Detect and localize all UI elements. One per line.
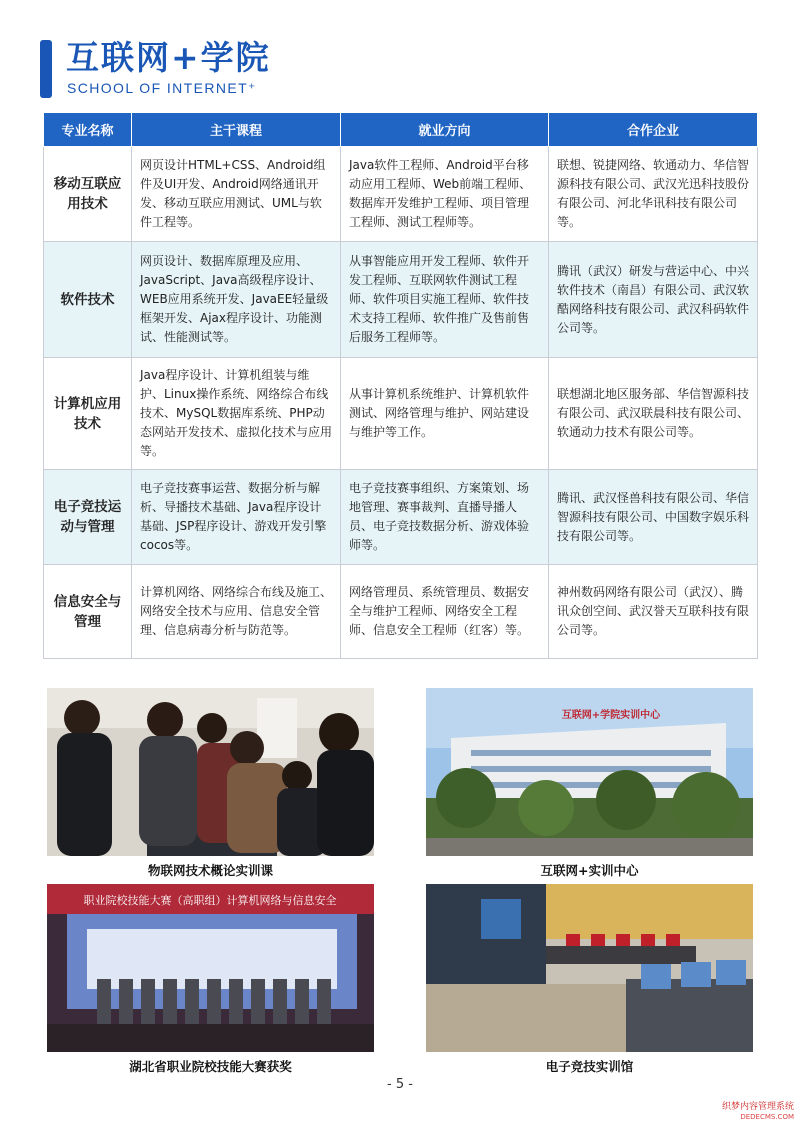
major-careers: 从事智能应用开发工程师、软件开发工程师、互联网软件测试工程师、软件项目实施工程师、软件技术支持工程师、软件推广及售前售后服务工程师等。 [341,242,549,358]
major-careers: 网络管理员、系统管理员、数据安全与维护工程师、网络安全工程师、信息安全工程师（红客）等。 [341,565,549,659]
major-careers: 电子竞技赛事组织、方案策划、场地管理、赛事裁判、直播导播人员、电子竞技数据分析、游戏体验师等。 [341,470,549,565]
header-partners: 合作企业 [549,113,758,147]
table-header-row [44,113,758,147]
major-name: 计算机应用技术 [44,358,132,470]
major-courses: 网页设计、数据库原理及应用、JavaScript、Java高级程序设计、WEB应用系统开发、JavaEE轻量级框架开发、Ajax程序设计、功能测试、性能测试等。 [132,242,341,358]
major-careers: 从事计算机系统维护、计算机软件测试、网络管理与维护、网站建设与维护等工作。 [341,358,549,470]
photo-skills-competition [47,884,374,1052]
photo-training-center [426,688,753,856]
table-row [44,565,758,659]
photo-caption: 湖北省职业院校技能大赛获奖 [129,1059,292,1074]
major-careers: Java软件工程师、Android平台移动应用工程师、Web前端工程师、数据库开发维护工程师、项目管理工程师、测试工程师等。 [341,147,549,242]
major-courses: 网页设计HTML+CSS、Android组件及UI开发、Android网络通讯开发、移动互联应用测试、UML与软件工程等。 [132,147,341,242]
header-courses: 主干课程 [132,113,341,147]
header-major-name: 专业名称 [44,113,132,147]
watermark [722,1102,794,1122]
major-partners: 联想、锐捷网络、软通动力、华信智源科技有限公司、武汉光迅科技股份有限公司、河北华讯科技有限公司等。 [549,147,758,242]
photo-esports-hall [426,884,753,1052]
page-number: - 5 - [387,1077,413,1092]
major-courses: Java程序设计、计算机组装与维护、Linux操作系统、网络综合布线技术、MySQL数据库系统、PHP动态网站开发技术、虚拟化技术与应用等。 [132,358,341,470]
photo-caption: 互联网+实训中心 [540,863,639,878]
major-name: 移动互联应用技术 [44,147,132,242]
photo-iot-class [47,688,374,856]
major-partners: 联想湖北地区服务部、华信智源科技有限公司、武汉联晨科技有限公司、软通动力技术有限公司等。 [549,358,758,470]
page-subtitle: SCHOOL OF INTERNET⁺ [67,80,257,96]
table-row [44,358,758,470]
major-partners: 神州数码网络有限公司（武汉）、腾讯众创空间、武汉誉天互联科技有限公司等。 [549,565,758,659]
stage-banner: 职业院校技能大赛（高职组）计算机网络与信息安全 [83,894,337,907]
header-accent-bar [40,40,52,98]
section-header [40,38,440,102]
page-title: 互联网+学院 [66,38,271,77]
major-name: 电子竞技运动与管理 [44,470,132,565]
watermark-line1: 织梦内容管理系统 [721,1102,794,1112]
table-row [44,147,758,242]
major-partners: 腾讯（武汉）研发与营运中心、中兴软件技术（南昌）有限公司、武汉软酷网络科技有限公司、武汉科码软件公司等。 [549,242,758,358]
photo-caption: 物联网技术概论实训课 [147,863,273,878]
major-name: 软件技术 [44,242,132,358]
table-row [44,242,758,358]
watermark-line2: DEDECMS.COM [740,1113,794,1121]
header-careers: 就业方向 [341,113,549,147]
major-name: 信息安全与管理 [44,565,132,659]
table-row [44,470,758,565]
major-courses: 计算机网络、网络综合布线及施工、网络安全技术与应用、信息安全管理、信息病毒分析与防范等。 [132,565,341,659]
photo-caption: 电子竞技实训馆 [545,1059,634,1074]
building-sign: 互联网+学院实训中心 [561,710,661,721]
majors-table [43,112,758,659]
major-partners: 腾讯、武汉怪兽科技有限公司、华信智源科技有限公司、中国数字娱乐科技有限公司等。 [549,470,758,565]
major-courses: 电子竞技赛事运营、数据分析与解析、导播技术基础、Java程序设计基础、JSP程序设计、游戏开发引擎cocos等。 [132,470,341,565]
